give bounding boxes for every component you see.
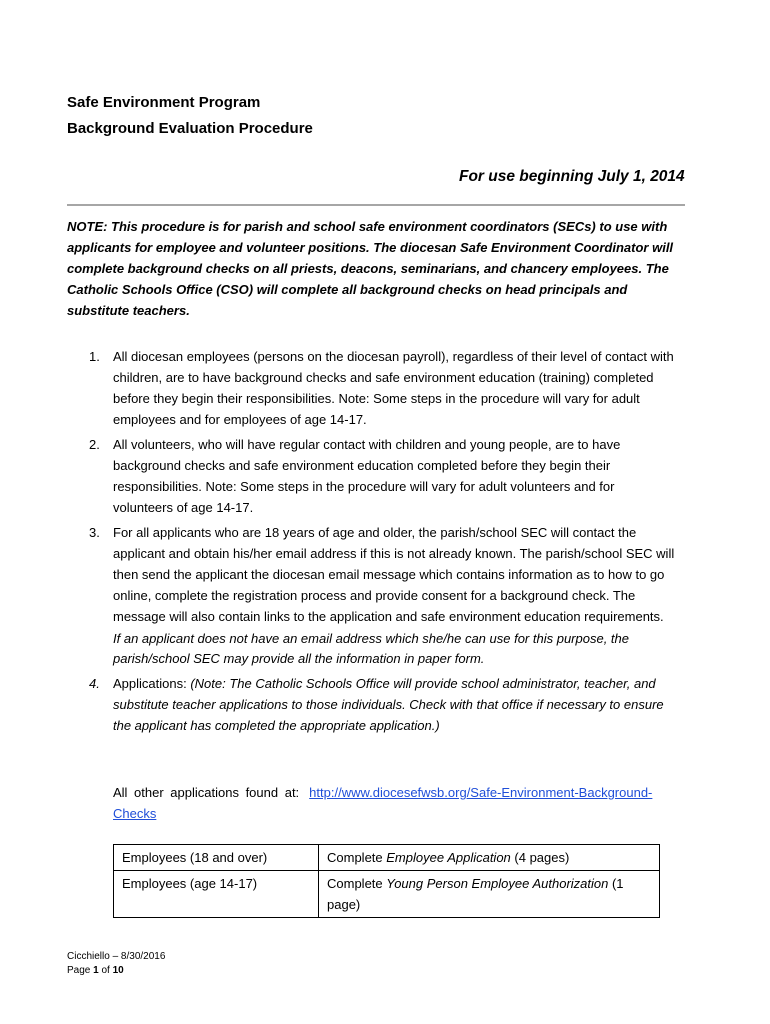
page-of: of — [98, 965, 113, 976]
page-title: Safe Environment Program — [67, 94, 261, 111]
procedure-list — [67, 346, 677, 740]
list-item-lead: Applications: — [113, 676, 191, 691]
applications-link[interactable]: http://www.diocesefwsb.org/Safe-Environment-Background-Checks — [113, 785, 653, 821]
table-cell-form — [319, 871, 660, 918]
form-name: Young Person Employee Authorization — [386, 876, 609, 891]
form-prefix: Complete — [327, 850, 387, 865]
list-item-note: (Note: The Catholic Schools Office will provide school administrator, teacher, and substitute teacher applications to those individuals. Check with that office if necessary to ensure the applicant has completed the appropriate application.) — [113, 676, 664, 733]
divider — [67, 204, 685, 206]
table-cell-who: Employees (18 and over) — [114, 845, 319, 871]
form-name: Employee Application — [386, 850, 511, 865]
form-prefix: Complete — [327, 876, 387, 891]
page-word: Page — [67, 965, 94, 976]
form-suffix: (4 pages) — [510, 850, 570, 865]
list-number: 4. — [89, 676, 100, 691]
list-item-text: For all applicants who are 18 years of age and older, the parish/school SEC will contact the applicant and obtain his/her email address if this is not already known. The parish/school SEC will then send the applicant the diocesan email message which contains information as to how to go online, complete the registration process and provide consent for a background check. The message will also contain links to the application and safe environment education requirements. — [113, 525, 675, 624]
list-number: 3. — [89, 525, 100, 540]
list-item-text: All volunteers, who will have regular contact with children and young people, are to have background checks and safe environment education completed before they begin their responsibilities. Note: Some steps in the procedure will vary for adult volunteers and for volunteers of age 14-17. — [113, 437, 621, 515]
table-row — [114, 845, 660, 871]
applications-lead: All other applications found at: — [113, 785, 300, 800]
list-item-text: All diocesan employees (persons on the diocesan payroll), regardless of their level of contact with children, are to have background checks and safe environment education (training) completed before they begin their responsibilities. Note: Some steps in the procedure will vary for adult employees and for employees of age 14-17. — [113, 349, 674, 427]
list-item — [67, 522, 677, 669]
list-item-subnote: If an applicant does not have an email address which she/he can use for this purpose, the parish/school SEC may provide all the information in paper form. — [113, 631, 629, 666]
page-subtitle: Background Evaluation Procedure — [67, 120, 313, 137]
effective-date: For use beginning July 1, 2014 — [459, 168, 685, 185]
table-cell-who: Employees (age 14-17) — [114, 871, 319, 918]
table-row — [114, 871, 660, 918]
form-suffix: (1 page) — [327, 876, 624, 912]
applications-location — [113, 782, 673, 824]
list-number: 2. — [89, 437, 100, 452]
footer-author: Cicchiello – 8/30/2016 — [67, 951, 166, 962]
list-item — [67, 346, 677, 430]
table-cell-form — [319, 845, 660, 871]
page-number — [67, 964, 165, 978]
list-item — [67, 434, 677, 518]
list-number: 1. — [89, 349, 100, 364]
page-total: 10 — [112, 965, 124, 976]
note-paragraph: NOTE: This procedure is for parish and school safe environment coordinators (SECs) to use with applicants for employee and volunteer positions. The diocesan Safe Environment Coordinator will complete background checks on all priests, deacons, seminarians, and chancery employees. The Catholic Schools Office (CSO) will complete all background checks on head principals and substitute teachers. — [67, 219, 674, 318]
page-current: 1 — [93, 965, 99, 976]
application-table — [113, 844, 660, 918]
list-item — [67, 673, 677, 736]
page-footer — [67, 950, 165, 978]
